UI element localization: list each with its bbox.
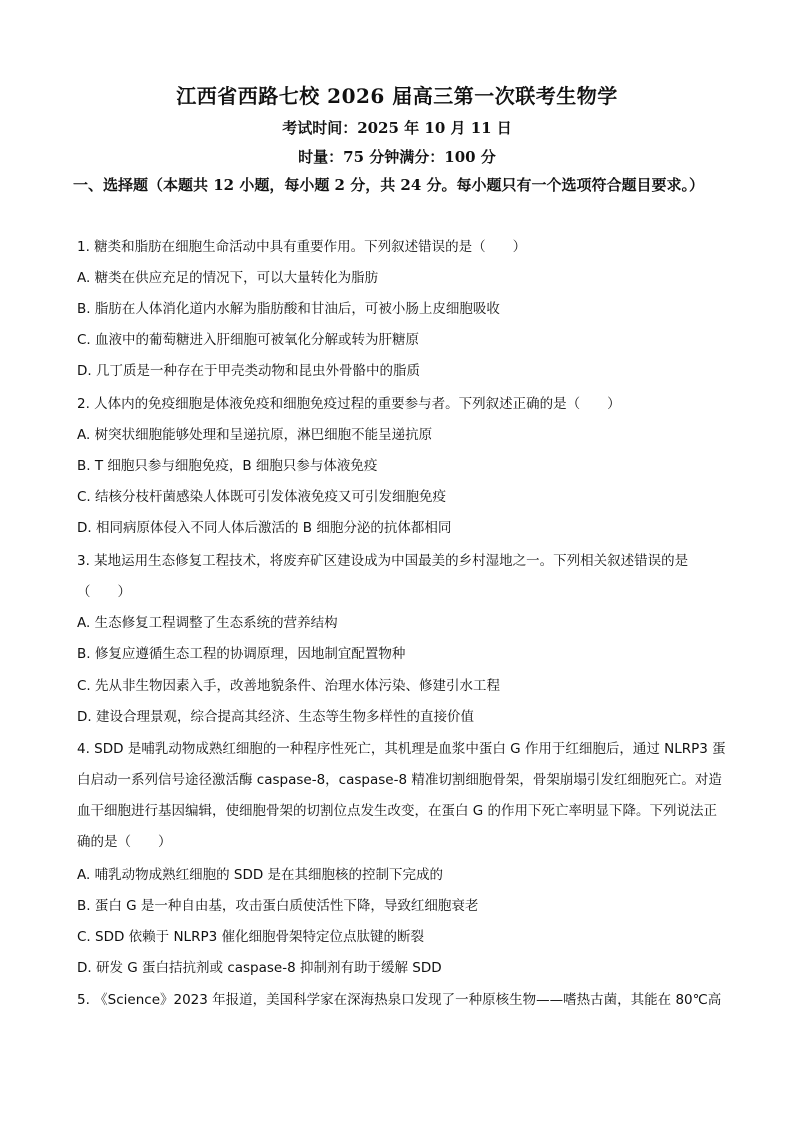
option: C. 结核分枝杆菌感染人体既可引发体液免疫又可引发细胞免疫: [77, 489, 447, 505]
option: A. 糖类在供应充足的情况下，可以大量转化为脂肪: [77, 270, 379, 286]
question-stem: 2. 人体内的免疫细胞是体液免疫和细胞免疫过程的重要参与者。下列叙述正确的是（ ）: [77, 396, 621, 412]
exam-title: 江西省西路七校 2026 届高三第一次联考生物学: [176, 84, 618, 108]
option: D. 建设合理景观，综合提高其经济、生态等生物多样性的直接价值: [77, 709, 474, 725]
option: A. 哺乳动物成熟红细胞的 SDD 是在其细胞核的控制下完成的: [77, 867, 444, 883]
option: C. 先从非生物因素入手，改善地貌条件、治理水体污染、修建引水工程: [77, 678, 501, 694]
option: D. 相同病原体侵入不同人体后激活的 B 细胞分泌的抗体都相同: [77, 520, 452, 536]
question-stem: 4. SDD 是哺乳动物成熟红细胞的一种程序性死亡，其机理是血浆中蛋白 G 作用于红细胞后，通过 NLRP3 蛋白启动一系列信号途径激活酶 caspase-8，caspase-8 精准切割细胞骨架，骨架崩塌引发红细胞死亡。对造血干细胞进行基因编辑，使细胞骨架的切割位点发生改变，在蛋白 G 的作用下死亡率明显下降。下列说法正确的是（ ）: [77, 741, 726, 850]
option: B. 脂肪在人体消化道内水解为脂肪酸和甘油后，可被小肠上皮细胞吸收: [77, 301, 500, 317]
option: C. SDD 依赖于 NLRP3 催化细胞骨架特定位点肽键的断裂: [77, 929, 424, 945]
section-heading: 一、选择题（本题共 12 小题，每小题 2 分，共 24 分。每小题只有一个选项符合题目要求。）: [73, 176, 705, 194]
question-stem: 3. 某地运用生态修复工程技术，将废弃矿区建设成为中国最美的乡村湿地之一。下列相关叙述错误的是: [77, 553, 689, 569]
question-stem: 5. 《Science》2023 年报道，美国科学家在深海热泉口发现了一种原核生物——嗜热古菌，其能在 80℃高: [77, 992, 722, 1008]
option: A. 树突状细胞能够处理和呈递抗原，淋巴细胞不能呈递抗原: [77, 427, 433, 443]
option: B. 蛋白 G 是一种自由基，攻击蛋白质使活性下降，导致红细胞衰老: [77, 898, 479, 914]
option: D. 几丁质是一种存在于甲壳类动物和昆虫外骨骼中的脂质: [77, 363, 420, 379]
question-stem-continuation: （ ）: [77, 584, 131, 600]
option: B. T 细胞只参与细胞免疫，B 细胞只参与体液免疫: [77, 458, 378, 474]
question-stem: 1. 糖类和脂肪在细胞生命活动中具有重要作用。下列叙述错误的是（ ）: [77, 239, 527, 255]
duration-score: 时量：75 分钟满分：100 分: [298, 148, 496, 166]
option: C. 血液中的葡萄糖进入肝细胞可被氧化分解或转为肝糖原: [77, 332, 420, 348]
option: B. 修复应遵循生态工程的协调原理，因地制宜配置物种: [77, 646, 406, 662]
exam-time: 考试时间：2025 年 10 月 11 日: [282, 119, 512, 137]
option: A. 生态修复工程调整了生态系统的营养结构: [77, 615, 338, 631]
option: D. 研发 G 蛋白拮抗剂或 caspase-8 抑制剂有助于缓解 SDD: [77, 960, 442, 976]
